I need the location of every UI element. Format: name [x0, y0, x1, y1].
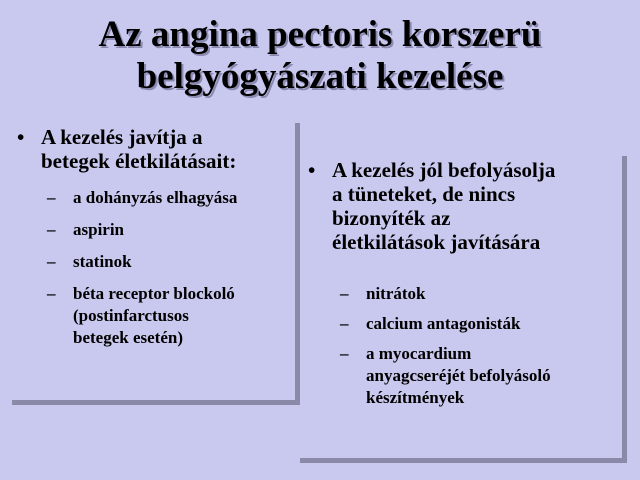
- right-panel-shadow-right: [622, 156, 627, 458]
- left-sub-item-2-text: aspirin: [73, 220, 125, 239]
- dash-icon: –: [47, 220, 56, 239]
- bullet-icon: •: [308, 158, 316, 182]
- right-sub-item-3-line-3: készítmények: [366, 388, 465, 407]
- dash-icon: –: [47, 284, 56, 303]
- right-panel: [300, 156, 622, 458]
- left-bullet-line-1: A kezelés javítja a: [41, 125, 203, 149]
- left-sub-item-4-line-3: betegek esetén): [73, 328, 183, 347]
- dash-icon: –: [47, 252, 56, 271]
- slide-title: [0, 14, 640, 98]
- right-sub-item-3-line-1: a myocardium: [366, 344, 472, 363]
- dash-icon: –: [340, 314, 349, 333]
- left-bullet-line-2: betegek életkilátásait:: [41, 149, 237, 173]
- left-sub-item-3-text: statinok: [73, 252, 132, 271]
- right-bullet-line-1: A kezelés jól befolyásolja: [332, 158, 556, 182]
- right-sub-item-1-text: nitrátok: [366, 284, 426, 303]
- right-main-bullet-text: [332, 158, 555, 254]
- bullet-icon: •: [17, 125, 25, 149]
- right-bullet-line-2: a tüneteket, de nincs: [332, 182, 516, 206]
- left-main-bullet-text: [41, 125, 236, 173]
- left-sub-item-1-text: a dohányzás elhagyása: [73, 188, 238, 207]
- right-bullet-line-4: életkilátások javítására: [332, 230, 541, 254]
- dash-icon: –: [340, 284, 349, 303]
- title-line-2: belgyógyászati kezelése: [136, 56, 504, 97]
- left-panel-shadow-bottom: [12, 400, 300, 405]
- right-panel-shadow-bottom: [300, 458, 627, 463]
- right-bullet-line-3: bizonyíték az: [332, 206, 451, 230]
- right-sub-item-3-line-2: anyagcseréjét befolyásoló: [366, 366, 551, 385]
- dash-icon: –: [340, 344, 349, 363]
- right-sub-item-2-text: calcium antagonisták: [366, 314, 521, 333]
- left-sub-item-4-line-1: béta receptor blockoló: [73, 284, 235, 303]
- title-line-1: Az angina pectoris korszerü: [98, 14, 542, 55]
- left-panel: [12, 123, 295, 400]
- dash-icon: –: [47, 188, 56, 207]
- left-sub-item-4-line-2: (postinfarctusos: [73, 306, 189, 325]
